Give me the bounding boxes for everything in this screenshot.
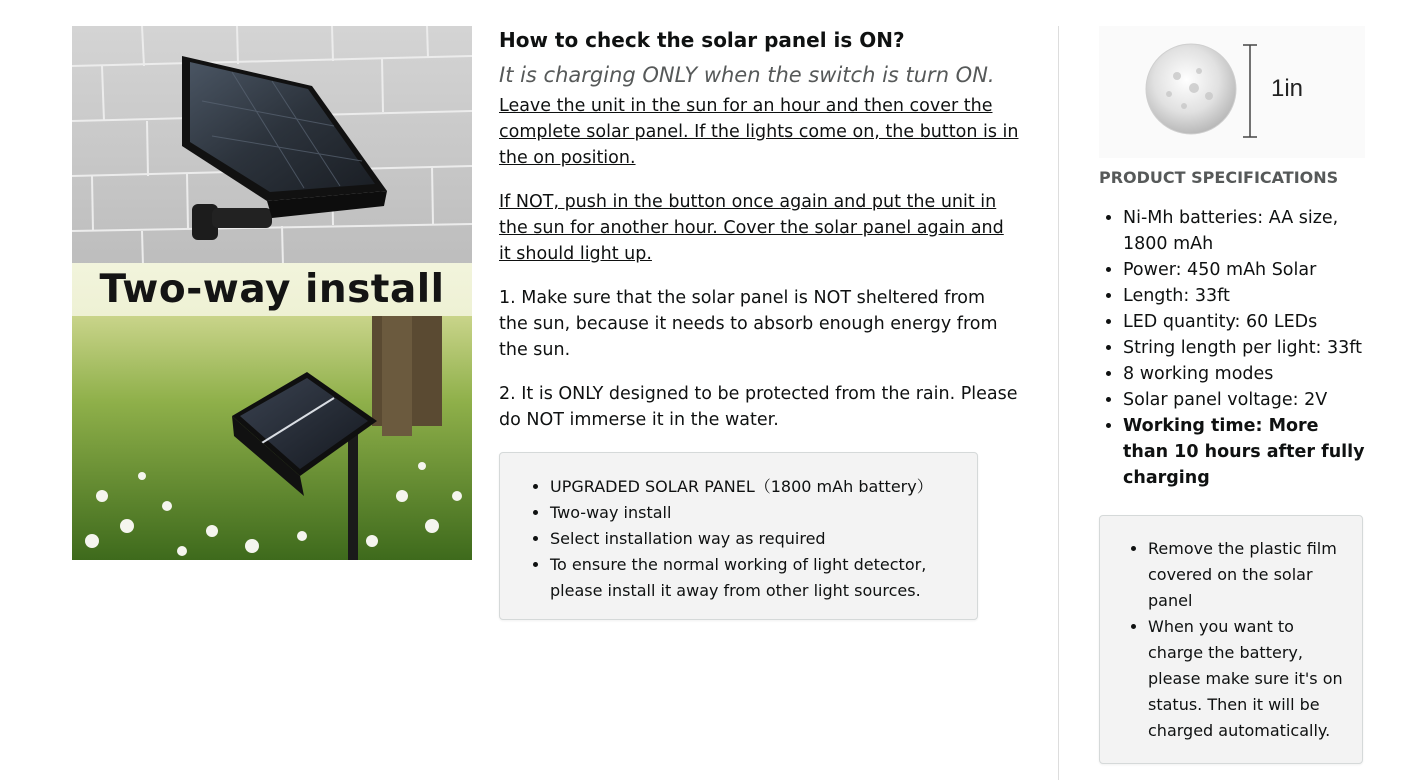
spec-item-working-time: • Working time: More than 10 hours after fully charging (1123, 413, 1369, 491)
spec-item: • Solar panel voltage: 2V (1123, 387, 1369, 413)
feature-item: • To ensure the normal working of light detector, please install it away from other light sources. (550, 552, 977, 604)
install-banner-text: Two-way install (99, 267, 445, 312)
bulb-size-label: 1in (1271, 75, 1304, 102)
spec-item: • Ni-Mh batteries: AA size, 1800 mAh (1123, 205, 1369, 257)
feature-item: • Select installation way as required (550, 526, 977, 552)
bulb-size-illustration (1099, 26, 1365, 158)
solar-check-subtitle: It is charging ONLY when the switch is turn ON. (499, 63, 995, 87)
note-paragraph-1: 1. Make sure that the solar panel is NOT sheltered from the sun, because it needs to absorb enough energy from the sun. (499, 288, 998, 360)
specifications-heading: PRODUCT SPECIFICATIONS (1099, 168, 1339, 187)
specifications-section (1099, 26, 1369, 764)
feature-item: • Two-way install (550, 500, 977, 526)
features-box (499, 452, 978, 620)
feature-item: • UPGRADED SOLAR PANEL（1800 mAh battery） (550, 474, 977, 500)
spec-item: • Length: 33ft (1123, 283, 1369, 309)
bulb-size-image (1099, 26, 1365, 158)
specifications-list (1099, 205, 1369, 491)
spec-item: • String length per light: 33ft (1123, 335, 1369, 361)
two-way-install-banner (72, 263, 472, 316)
spec-item: • Power: 450 mAh Solar (1123, 257, 1369, 283)
column-divider (1058, 26, 1059, 780)
product-image (72, 26, 472, 560)
tips-list (1100, 536, 1362, 744)
solar-check-title: How to check the solar panel is ON? (499, 28, 905, 52)
tip-item: • Remove the plastic film covered on the solar panel (1148, 536, 1350, 614)
note-paragraph-2: 2. It is ONLY designed to be protected from the rain. Please do NOT immerse it in the water. (499, 384, 1018, 430)
spec-item: • LED quantity: 60 LEDs (1123, 309, 1369, 335)
features-list (500, 474, 977, 604)
instruction-paragraph-2: If NOT, push in the button once again and put the unit in the sun for another hour. Cover the solar panel again and it should light up. (499, 192, 1004, 264)
instruction-paragraph-1: Leave the unit in the sun for an hour and then cover the complete solar panel. If the lights come on, the button is in the on position. (499, 96, 1019, 168)
tip-item: • When you want to charge the battery, please make sure it's on status. Then it will be charged automatically. (1148, 614, 1350, 744)
solar-check-section (499, 26, 1019, 620)
spec-item: • 8 working modes (1123, 361, 1369, 387)
tips-box (1099, 515, 1363, 764)
